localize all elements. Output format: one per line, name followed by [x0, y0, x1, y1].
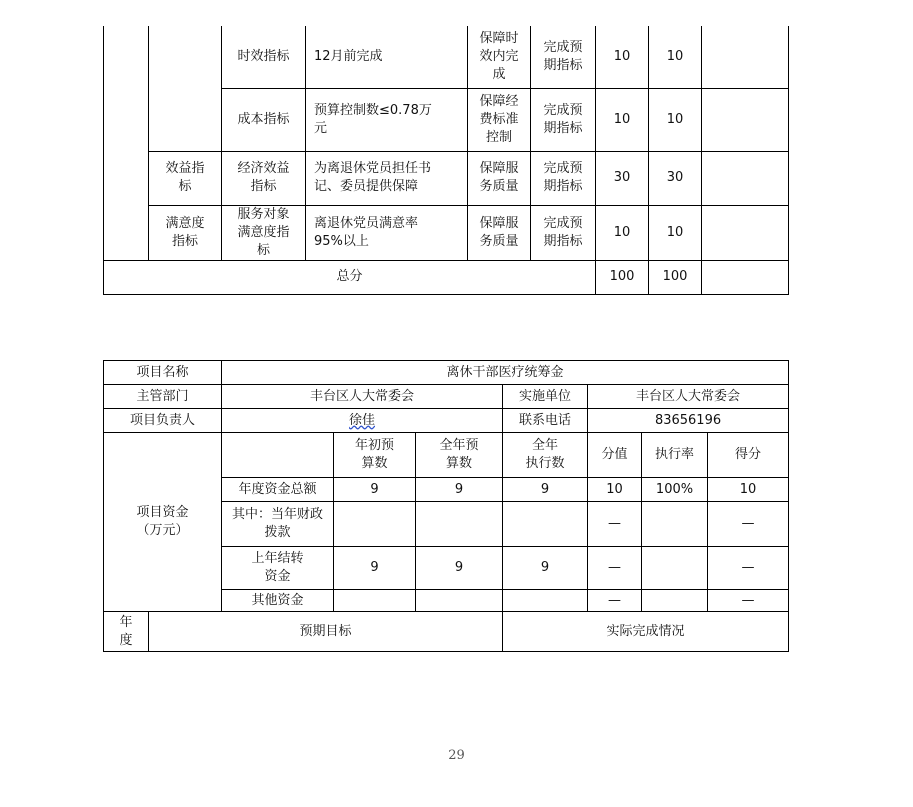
header-blank-cell — [222, 433, 334, 478]
fund-cell — [334, 590, 416, 612]
sub-indicator-cell: 经济效益 指标 — [222, 151, 306, 205]
table-row — [104, 385, 789, 409]
indicator-content-cell: 12月前完成 — [306, 26, 468, 88]
cat-cell: 满意度 指标 — [149, 205, 222, 260]
indicator-status-cell: 完成预 期指标 — [531, 151, 596, 205]
fund-cell — [642, 502, 708, 547]
fund-cell: 9 — [416, 478, 503, 502]
fund-cell — [503, 502, 588, 547]
table-row — [104, 205, 789, 260]
sub-indicator-cell: 成本指标 — [222, 88, 306, 151]
page-number: 29 — [448, 748, 465, 763]
owner-label: 项目负责人 — [104, 409, 222, 433]
score-cell: 10 — [596, 88, 649, 151]
cat-cell: 效益指 标 — [149, 151, 222, 205]
owner-name: 徐佳 — [349, 412, 376, 428]
actual-label-cell: 实际完成情况 — [503, 612, 789, 652]
fund-row-label: 年度资金总额 — [222, 478, 334, 502]
fund-cell: — — [708, 502, 789, 547]
indicator-desc-cell: 保障经 费标准 控制 — [468, 88, 531, 151]
score-cell: 10 — [649, 26, 702, 88]
table-row — [104, 26, 789, 88]
total-score-cell: 100 — [649, 260, 702, 294]
header-initial-budget: 年初预 算数 — [334, 433, 416, 478]
table-row — [104, 361, 789, 385]
header-annual-budget: 全年预 算数 — [416, 433, 503, 478]
sub-indicator-cell: 时效指标 — [222, 26, 306, 88]
fund-cell: 10 — [708, 478, 789, 502]
indicator-status-cell: 完成预 期指标 — [531, 88, 596, 151]
fund-row-label: 其他资金 — [222, 590, 334, 612]
note-cell — [702, 205, 789, 260]
header-weight: 分值 — [588, 433, 642, 478]
indicator-status-cell: 完成预 期指标 — [531, 26, 596, 88]
header-score: 得分 — [708, 433, 789, 478]
note-cell — [702, 88, 789, 151]
score-cell: 10 — [649, 88, 702, 151]
fund-cell: 9 — [334, 478, 416, 502]
indicator-status-cell: 完成预 期指标 — [531, 205, 596, 260]
blank-cell — [104, 26, 149, 260]
header-executed: 全年 执行数 — [503, 433, 588, 478]
fund-cell — [334, 502, 416, 547]
fund-cell: 9 — [416, 547, 503, 590]
impl-unit-label: 实施单位 — [503, 385, 588, 409]
year-label-cell: 年 度 — [104, 612, 149, 652]
table-row — [104, 409, 789, 433]
table-row — [104, 612, 789, 652]
score-cell: 10 — [649, 205, 702, 260]
fund-cell: — — [588, 547, 642, 590]
fund-cell — [416, 502, 503, 547]
project-name-label: 项目名称 — [104, 361, 222, 385]
fund-cell: — — [708, 590, 789, 612]
fund-cell: 100% — [642, 478, 708, 502]
header-exec-rate: 执行率 — [642, 433, 708, 478]
phone-value: 83656196 — [588, 409, 789, 433]
target-label-cell: 预期目标 — [149, 612, 503, 652]
indicator-content-cell: 离退休党员满意率 95%以上 — [306, 205, 468, 260]
note-cell — [702, 151, 789, 205]
score-cell: 10 — [596, 205, 649, 260]
total-note-cell — [702, 260, 789, 294]
fund-cell: — — [708, 547, 789, 590]
indicator-desc-cell: 保障服 务质量 — [468, 205, 531, 260]
funds-header-row — [104, 433, 789, 478]
total-score-cell: 100 — [596, 260, 649, 294]
dept-value: 丰台区人大常委会 — [222, 385, 503, 409]
sub-indicator-cell: 服务对象 满意度指 标 — [222, 205, 306, 260]
note-cell — [702, 26, 789, 88]
funds-label-cell: 项目资金 （万元） — [104, 433, 222, 612]
fund-cell: 9 — [503, 547, 588, 590]
indicator-content-cell: 为离退休党员担任书 记、委员提供保障 — [306, 151, 468, 205]
indicator-desc-cell: 保障时 效内完 成 — [468, 26, 531, 88]
fund-row-label: 上年结转 资金 — [222, 547, 334, 590]
score-cell: 30 — [596, 151, 649, 205]
dept-label: 主管部门 — [104, 385, 222, 409]
fund-cell — [503, 590, 588, 612]
table-row — [104, 151, 789, 205]
fund-cell: 9 — [334, 547, 416, 590]
score-cell: 30 — [649, 151, 702, 205]
fund-cell: — — [588, 590, 642, 612]
fund-cell — [642, 590, 708, 612]
performance-indicator-table — [103, 26, 789, 295]
total-row — [104, 260, 789, 294]
project-funds-table — [103, 360, 789, 652]
fund-cell: 10 — [588, 478, 642, 502]
indicator-content-cell: 预算控制数≤0.78万 元 — [306, 88, 468, 151]
fund-cell — [642, 547, 708, 590]
indicator-desc-cell: 保障服 务质量 — [468, 151, 531, 205]
cat-cell — [149, 26, 222, 151]
owner-value — [222, 409, 503, 433]
score-cell: 10 — [596, 26, 649, 88]
fund-cell — [416, 590, 503, 612]
fund-row-label: 其中：当年财政 拨款 — [222, 502, 334, 547]
project-name-value: 离休干部医疗统筹金 — [222, 361, 789, 385]
fund-cell: — — [588, 502, 642, 547]
phone-label: 联系电话 — [503, 409, 588, 433]
impl-unit-value: 丰台区人大常委会 — [588, 385, 789, 409]
fund-cell: 9 — [503, 478, 588, 502]
total-label-cell: 总分 — [104, 260, 596, 294]
